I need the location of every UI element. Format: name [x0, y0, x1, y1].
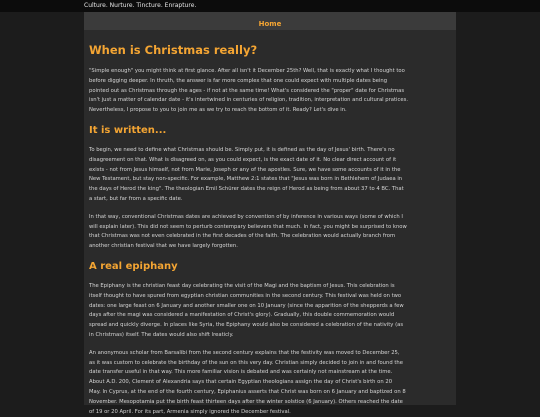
text-line: disagreement on that. What is disagreed on, as you could expect, is the exact date of it. No clear direct account of it [89, 156, 397, 163]
section2-paragraph-2 [89, 349, 451, 417]
article-title: When is Christmas really? [89, 43, 258, 57]
article-container [84, 30, 456, 415]
text-line: In that way, conventional Christmas dates are achieved by convention of by inference in various ways (some of which I [89, 213, 403, 220]
main-nav [84, 12, 456, 30]
section1-paragraph-1 [89, 146, 451, 205]
text-line: in Christmas) itself. The dates would also shift lreaticly. [89, 331, 234, 338]
text-line: An anonymous scholar from Barsalibi from the second century explains that the festivity was moved to December 25, [89, 349, 400, 356]
text-line: itself thought to have spured from egyptian christian communities in the second century. This festival was held on two [89, 292, 402, 299]
text-line: before digging deeper. In thruth, the answer is far more complex that one could expect with multiple dates being [89, 77, 388, 84]
text-line: Nevertheless, I propose to you to join me as we try to reach the bottom of it. Ready? Let's dive in. [89, 107, 347, 114]
text-line: as it was custom to celebrate the birthday of the sun on this very day. Christian simply decided to join in and found the [89, 359, 403, 366]
intro-paragraph [89, 67, 451, 116]
text-line: pointed out as Christmas through the ages - if not at the same time! What's considered the "proper" date for Christmas [89, 87, 405, 94]
text-line: dates: one large feast on 6 January and another smaller one on 10 January (since the apparition of the shepperds a few [89, 302, 404, 309]
section1-paragraph-2 [89, 213, 451, 252]
site-tagline: Culture. Nurture. Tincture. Enrapture. [84, 2, 197, 9]
text-line: of 19 or 20 April. For its part, Armenia simply ignored the December festival. [89, 408, 291, 415]
text-line: spread and quickly diverge. In places like Syria, the Epiphany would also be considered a celebration of the nativity (as [89, 322, 404, 329]
nav-home-link[interactable]: Home [258, 20, 282, 28]
section-heading-it-is-written: It is written... [89, 124, 167, 136]
text-line: date transfer useful in that way. This more familiar vision is debated and was certainly not mainstream at the time. [89, 369, 393, 376]
text-line: a start, but far from a specific date. [89, 195, 183, 202]
text-line: May. In Cyprus, at the end of the fourth century, Epiphanius asserts that Christ was born on 6 January and baptized on 8 [89, 388, 406, 395]
text-line: To begin, we need to define what Christmas should be. Simply put, it is defined as the day of Jesus' birth. There's no [89, 146, 395, 153]
text-line: About A.D. 200, Clement of Alexandria says that certain Egyptian theologians assign the day of Christ's birth on 20 [89, 379, 393, 386]
text-line: the days of Herod the king". The theologian Emil Schürer dates the reign of Herod as being from about 37 to 4 BC. That [89, 186, 404, 193]
text-line: that Christmas was not even celebrated in the first decades of the faith. The celebration would actually branch from [89, 233, 396, 240]
text-line: isn't just a matter of calendar date - it's intertwined in centuries of religion, tradition, interpretation and cultural pratices. [89, 97, 409, 104]
text-line: exists - not from Jesus himself, not from Marie, Joseph or any of the apostles. Sure, we have some accounts of it in the [89, 166, 401, 173]
section2-paragraph-1 [89, 282, 451, 341]
site-tagline-bar [0, 0, 540, 12]
text-line: November. Mesopotamia put the birth feast thirteen days after the winter solstice (6 January). Others reached the date [89, 398, 403, 405]
section-heading-a-real-epiphany: A real epiphany [89, 260, 178, 272]
text-line: "Simple enough" you might think at first glance. After all isn't it December 25th? Well, that is exactly what I thought too [89, 68, 405, 74]
text-line: will explain later). This did not seem to perturb contempary believers that much. In fact, you might be surprised to know [89, 223, 407, 230]
text-line: New Testament, but stay non-specific. For example, Matthew 2:1 states that "Jesus was born in Bethlehem of Judaea in [89, 176, 403, 183]
text-line: another christian festival that we have largely forgotten. [89, 243, 238, 250]
text-line: The Epiphany is the christian feast day celebrating the visit of the Magi and the baptism of Jesus. This celebration is [89, 282, 395, 289]
text-line: days after the magi was considered a manifestation of Christ's glory). Gradually, this double commemoration would [89, 312, 395, 319]
